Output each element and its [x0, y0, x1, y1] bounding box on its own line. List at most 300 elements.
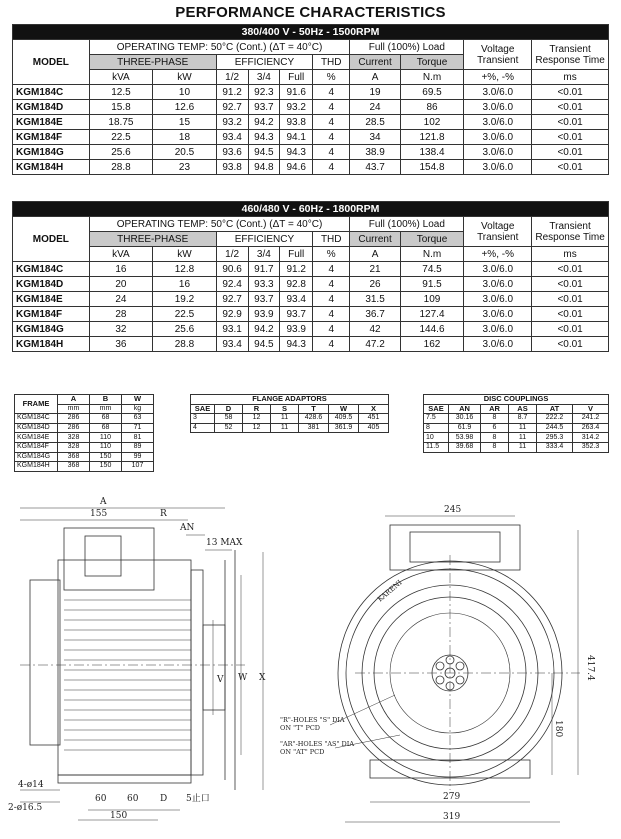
col-a-header: A [58, 395, 90, 405]
unit-kw: kW [153, 247, 217, 262]
value-cell: 63 [122, 414, 154, 424]
value-cell: 3.0/6.0 [464, 262, 532, 277]
value-cell: 34 [350, 130, 400, 145]
column-header: D [215, 404, 243, 414]
value-cell: 28.8 [153, 337, 217, 352]
table-row [15, 423, 154, 433]
value-cell: 93.7 [248, 100, 280, 115]
value-cell: 10 [153, 85, 217, 100]
col-b-header: B [90, 395, 122, 405]
dim-a-label: A [100, 497, 107, 507]
value-cell: 93.7 [248, 292, 280, 307]
value-cell: 93.6 [216, 145, 248, 160]
performance-table-60hz [12, 201, 609, 352]
table-row [13, 160, 609, 175]
model-header: MODEL [13, 40, 90, 85]
unit-nm: N.m [400, 70, 464, 85]
table-row [424, 442, 609, 452]
value-cell: 94.8 [248, 160, 280, 175]
unit-three-quarter: 3/4 [248, 247, 280, 262]
r-holes-note-1: "R"-HOLES "S" DIA [280, 716, 345, 724]
value-cell: 4 [313, 262, 350, 277]
three-phase-header: THREE-PHASE [89, 232, 216, 247]
value-cell: 154.8 [400, 160, 464, 175]
dim-155-label: 155 [90, 509, 108, 519]
unit-ms: ms [532, 70, 609, 85]
value-cell: 71 [122, 423, 154, 433]
value-cell: 8.7 [509, 414, 537, 424]
table-row [15, 462, 154, 472]
operating-temp-header: OPERATING TEMP: 50°C (Cont.) (ΔT = 40°C) [89, 40, 350, 55]
value-cell: 295.3 [537, 433, 573, 443]
column-header: AT [537, 404, 573, 414]
value-cell: <0.01 [532, 277, 609, 292]
value-cell: 11 [271, 423, 299, 433]
value-cell: 15.8 [89, 100, 153, 115]
value-cell: 12 [243, 414, 271, 424]
model-cell: KGM184D [15, 423, 58, 433]
value-cell: 222.2 [537, 414, 573, 424]
value-cell: 16 [89, 262, 153, 277]
value-cell: 15 [153, 115, 217, 130]
value-cell: 409.5 [329, 414, 359, 424]
value-cell: 92.7 [216, 100, 248, 115]
value-cell: 127.4 [400, 307, 464, 322]
current-header: Current [350, 55, 400, 70]
table-row [13, 322, 609, 337]
value-cell: 24 [89, 292, 153, 307]
value-cell: 428.6 [299, 414, 329, 424]
value-cell: 94.2 [248, 322, 280, 337]
efficiency-header: EFFICIENCY [216, 232, 312, 247]
dim-319-label: 319 [443, 812, 461, 822]
value-cell: 94.6 [280, 160, 313, 175]
dim-w-label: W [238, 673, 248, 683]
value-cell: 94.3 [280, 145, 313, 160]
model-cell: KGM184D [13, 100, 90, 115]
value-cell: 28 [89, 307, 153, 322]
unit-full: Full [280, 247, 313, 262]
transient-response-header: Transient Response Time [532, 217, 609, 247]
column-header: AS [509, 404, 537, 414]
unit-ms: ms [532, 247, 609, 262]
model-cell: 8 [424, 423, 449, 433]
value-cell: 241.2 [573, 414, 609, 424]
value-cell: 4 [313, 277, 350, 292]
table-row [13, 262, 609, 277]
unit-mm: mm [90, 404, 122, 414]
value-cell: <0.01 [532, 322, 609, 337]
unit-kg: kg [122, 404, 154, 414]
value-cell: <0.01 [532, 145, 609, 160]
unit-full: Full [280, 70, 313, 85]
flange-title: FLANGE ADAPTORS [191, 395, 389, 405]
value-cell: 150 [90, 452, 122, 462]
three-phase-header: THREE-PHASE [89, 55, 216, 70]
value-cell: 4 [313, 307, 350, 322]
value-cell: 23 [153, 160, 217, 175]
value-cell: 25.6 [89, 145, 153, 160]
value-cell: 3.0/6.0 [464, 292, 532, 307]
value-cell: 93.4 [216, 337, 248, 352]
frame-table [14, 394, 154, 472]
model-cell: KGM184G [13, 145, 90, 160]
value-cell: 19.2 [153, 292, 217, 307]
full-load-header: Full (100%) Load [350, 217, 464, 232]
table-row [15, 414, 154, 424]
disc-couplings-table [423, 394, 609, 453]
model-cell: KGM184C [15, 414, 58, 424]
dim-417-label: 417.4 [585, 655, 595, 681]
value-cell: 93.4 [280, 292, 313, 307]
brand-logo: KARENI [376, 578, 404, 604]
value-cell: 36 [89, 337, 153, 352]
torque-header: Torque [400, 232, 464, 247]
value-cell: 94.2 [248, 115, 280, 130]
value-cell: 3.0/6.0 [464, 85, 532, 100]
unit-plus-minus: +%, -% [464, 70, 532, 85]
value-cell: 18 [153, 130, 217, 145]
value-cell: 3.0/6.0 [464, 145, 532, 160]
value-cell: 91.5 [400, 277, 464, 292]
value-cell: 8 [481, 442, 509, 452]
value-cell: 4 [313, 337, 350, 352]
efficiency-header: EFFICIENCY [216, 55, 312, 70]
value-cell: 94.3 [248, 130, 280, 145]
model-cell: KGM184C [13, 85, 90, 100]
value-cell: 93.7 [280, 307, 313, 322]
unit-plus-minus: +%, -% [464, 247, 532, 262]
table-row [13, 277, 609, 292]
voltage-transient-header: Voltage Transient [464, 217, 532, 247]
value-cell: 52 [215, 423, 243, 433]
value-cell: 38.9 [350, 145, 400, 160]
value-cell: 31.5 [350, 292, 400, 307]
value-cell: <0.01 [532, 292, 609, 307]
dim-holes-4-label: 4-ø14 [18, 780, 44, 790]
unit-three-quarter: 3/4 [248, 70, 280, 85]
value-cell: 47.2 [350, 337, 400, 352]
value-cell: 24 [350, 100, 400, 115]
model-header: MODEL [13, 217, 90, 262]
value-cell: 4 [313, 322, 350, 337]
r-holes-note-2: ON "T" PCD [280, 724, 321, 732]
value-cell: 244.5 [537, 423, 573, 433]
torque-header: Torque [400, 55, 464, 70]
value-cell: 110 [90, 433, 122, 443]
table-row [15, 433, 154, 443]
value-cell: 263.4 [573, 423, 609, 433]
ar-holes-note-2: ON "AT" PCD [280, 748, 325, 756]
value-cell: 11 [509, 423, 537, 433]
current-header: Current [350, 232, 400, 247]
performance-table-50hz [12, 24, 609, 175]
value-cell: 4 [313, 160, 350, 175]
value-cell: 89 [122, 442, 154, 452]
table-row [13, 115, 609, 130]
value-cell: 74.5 [400, 262, 464, 277]
dim-180-label: 180 [553, 720, 563, 738]
table-row [424, 433, 609, 443]
voltage-band-header: 380/400 V - 50Hz - 1500RPM [13, 25, 609, 40]
value-cell: 90.6 [216, 262, 248, 277]
value-cell: 91.7 [248, 262, 280, 277]
value-cell: 314.2 [573, 433, 609, 443]
model-cell: KGM184E [13, 115, 90, 130]
flange-adaptors-table [190, 394, 389, 433]
value-cell: 43.7 [350, 160, 400, 175]
value-cell: 22.5 [89, 130, 153, 145]
table-row [13, 292, 609, 307]
value-cell: 92.4 [216, 277, 248, 292]
value-cell: <0.01 [532, 337, 609, 352]
model-cell: KGM184H [13, 160, 90, 175]
value-cell: 93.2 [280, 100, 313, 115]
model-cell: 4 [191, 423, 215, 433]
value-cell: 11 [271, 414, 299, 424]
column-header: R [243, 404, 271, 414]
value-cell: <0.01 [532, 307, 609, 322]
value-cell: 8 [481, 433, 509, 443]
value-cell: 42 [350, 322, 400, 337]
value-cell: 381 [299, 423, 329, 433]
value-cell: 16 [153, 277, 217, 292]
value-cell: 3.0/6.0 [464, 115, 532, 130]
unit-amp: A [350, 247, 400, 262]
operating-temp-header: OPERATING TEMP: 50°C (Cont.) (ΔT = 40°C) [89, 217, 350, 232]
value-cell: 26 [350, 277, 400, 292]
column-header: T [299, 404, 329, 414]
column-header: W [329, 404, 359, 414]
value-cell: 107 [122, 462, 154, 472]
table-row [15, 442, 154, 452]
value-cell: 3.0/6.0 [464, 100, 532, 115]
unit-half: 1/2 [216, 247, 248, 262]
value-cell: 99 [122, 452, 154, 462]
unit-mm: mm [58, 404, 90, 414]
model-cell: KGM184E [15, 433, 58, 443]
unit-amp: A [350, 70, 400, 85]
value-cell: 3.0/6.0 [464, 337, 532, 352]
value-cell: 368 [58, 452, 90, 462]
value-cell: 8 [481, 414, 509, 424]
value-cell: 91.6 [280, 85, 313, 100]
value-cell: 19 [350, 85, 400, 100]
model-cell: KGM184C [13, 262, 90, 277]
unit-nm: N.m [400, 247, 464, 262]
value-cell: 368 [58, 462, 90, 472]
value-cell: 68 [90, 423, 122, 433]
value-cell: 3.0/6.0 [464, 322, 532, 337]
value-cell: <0.01 [532, 85, 609, 100]
value-cell: 92.9 [216, 307, 248, 322]
value-cell: 94.5 [248, 337, 280, 352]
terminal-box [64, 528, 154, 590]
col-w-header: W [122, 395, 154, 405]
disc-title: DISC COUPLINGS [424, 395, 609, 405]
value-cell: 12.5 [89, 85, 153, 100]
value-cell: 68 [90, 414, 122, 424]
side-view [20, 508, 263, 820]
value-cell: 4 [313, 292, 350, 307]
page-title: PERFORMANCE CHARACTERISTICS [175, 4, 446, 21]
value-cell: 4 [313, 115, 350, 130]
model-cell: KGM184G [13, 322, 90, 337]
value-cell: 162 [400, 337, 464, 352]
transient-response-header: Transient Response Time [532, 40, 609, 70]
unit-kva: kVA [89, 70, 153, 85]
value-cell: 3.0/6.0 [464, 307, 532, 322]
value-cell: <0.01 [532, 262, 609, 277]
dim-245-label: 245 [444, 505, 462, 515]
value-cell: 3.0/6.0 [464, 160, 532, 175]
model-cell: KGM184F [15, 442, 58, 452]
value-cell: 138.4 [400, 145, 464, 160]
value-cell: <0.01 [532, 100, 609, 115]
header-row [424, 404, 609, 414]
front-view [330, 516, 580, 822]
value-cell: 93.9 [248, 307, 280, 322]
table-row [13, 145, 609, 160]
table-row [191, 414, 389, 424]
dim-13max-label: 13 MAX [206, 538, 243, 548]
value-cell: 6 [481, 423, 509, 433]
value-cell: 121.8 [400, 130, 464, 145]
value-cell: 20 [89, 277, 153, 292]
value-cell: 93.4 [216, 130, 248, 145]
column-header: SAE [191, 404, 215, 414]
value-cell: 361.9 [329, 423, 359, 433]
value-cell: 286 [58, 423, 90, 433]
value-cell: 11 [509, 442, 537, 452]
dim-holes-2-label: 2-ø16.5 [8, 803, 43, 813]
unit-kw: kW [153, 70, 217, 85]
value-cell: 93.8 [216, 160, 248, 175]
model-cell: KGM184D [13, 277, 90, 292]
header-row [191, 404, 389, 414]
value-cell: 92.3 [248, 85, 280, 100]
dim-r-label: R [160, 509, 167, 519]
value-cell: 12 [243, 423, 271, 433]
dim-150-label: 150 [110, 811, 128, 821]
value-cell: 4 [313, 100, 350, 115]
value-cell: 93.9 [280, 322, 313, 337]
value-cell: 69.5 [400, 85, 464, 100]
unit-kva: kVA [89, 247, 153, 262]
unit-percent: % [313, 70, 350, 85]
dim-279-label: 279 [443, 792, 461, 802]
value-cell: 30.16 [449, 414, 481, 424]
dim-60a-label: 60 [95, 794, 107, 804]
column-header: AR [481, 404, 509, 414]
frame-header: FRAME [15, 395, 58, 414]
value-cell: 286 [58, 414, 90, 424]
value-cell: 4 [313, 85, 350, 100]
value-cell: 333.4 [537, 442, 573, 452]
value-cell: 405 [359, 423, 389, 433]
model-cell: 7.5 [424, 414, 449, 424]
table-row [13, 85, 609, 100]
value-cell: 11 [509, 433, 537, 443]
dim-an-label: AN [180, 523, 195, 533]
value-cell: 352.3 [573, 442, 609, 452]
column-header: V [573, 404, 609, 414]
value-cell: 93.1 [216, 322, 248, 337]
table-row [15, 452, 154, 462]
model-cell: KGM184E [13, 292, 90, 307]
unit-percent: % [313, 247, 350, 262]
thd-header: THD [313, 55, 350, 70]
value-cell: 22.5 [153, 307, 217, 322]
value-cell: 3.0/6.0 [464, 130, 532, 145]
value-cell: 94.3 [280, 337, 313, 352]
table-row [424, 423, 609, 433]
dim-60b-label: 60 [127, 794, 139, 804]
unit-half: 1/2 [216, 70, 248, 85]
model-cell: KGM184H [13, 337, 90, 352]
thd-header: THD [313, 232, 350, 247]
value-cell: 328 [58, 442, 90, 452]
value-cell: 28.8 [89, 160, 153, 175]
value-cell: 61.9 [449, 423, 481, 433]
value-cell: 451 [359, 414, 389, 424]
value-cell: 93.3 [248, 277, 280, 292]
ar-holes-note-1: "AR"-HOLES "AS" DIA [280, 740, 355, 748]
dim-v-label: V [217, 675, 224, 685]
value-cell: 94.1 [280, 130, 313, 145]
value-cell: 3.0/6.0 [464, 277, 532, 292]
column-header: SAE [424, 404, 449, 414]
model-cell: KGM184F [13, 307, 90, 322]
table-row [191, 423, 389, 433]
value-cell: 12.8 [153, 262, 217, 277]
value-cell: 150 [90, 462, 122, 472]
value-cell: 109 [400, 292, 464, 307]
voltage-band-header: 460/480 V - 60Hz - 1800RPM [13, 202, 609, 217]
value-cell: 93.8 [280, 115, 313, 130]
value-cell: 91.2 [216, 85, 248, 100]
value-cell: 32 [89, 322, 153, 337]
technical-drawing [0, 490, 621, 835]
table-row [13, 337, 609, 352]
model-cell: 3 [191, 414, 215, 424]
value-cell: 86 [400, 100, 464, 115]
table-row [13, 130, 609, 145]
model-cell: KGM184H [15, 462, 58, 472]
model-cell: KGM184G [15, 452, 58, 462]
value-cell: 28.5 [350, 115, 400, 130]
value-cell: 93.2 [216, 115, 248, 130]
model-cell: 10 [424, 433, 449, 443]
value-cell: 144.6 [400, 322, 464, 337]
value-cell: 21 [350, 262, 400, 277]
value-cell: 92.8 [280, 277, 313, 292]
model-cell: 11.5 [424, 442, 449, 452]
table-row [13, 100, 609, 115]
value-cell: 58 [215, 414, 243, 424]
model-cell: KGM184F [13, 130, 90, 145]
dim-x-label: X [259, 673, 266, 683]
value-cell: 92.7 [216, 292, 248, 307]
column-header: AN [449, 404, 481, 414]
value-cell: 12.6 [153, 100, 217, 115]
value-cell: 20.5 [153, 145, 217, 160]
table-row [424, 414, 609, 424]
table-row [13, 307, 609, 322]
column-header: S [271, 404, 299, 414]
terminal-end-cap [30, 580, 60, 745]
value-cell: 91.2 [280, 262, 313, 277]
